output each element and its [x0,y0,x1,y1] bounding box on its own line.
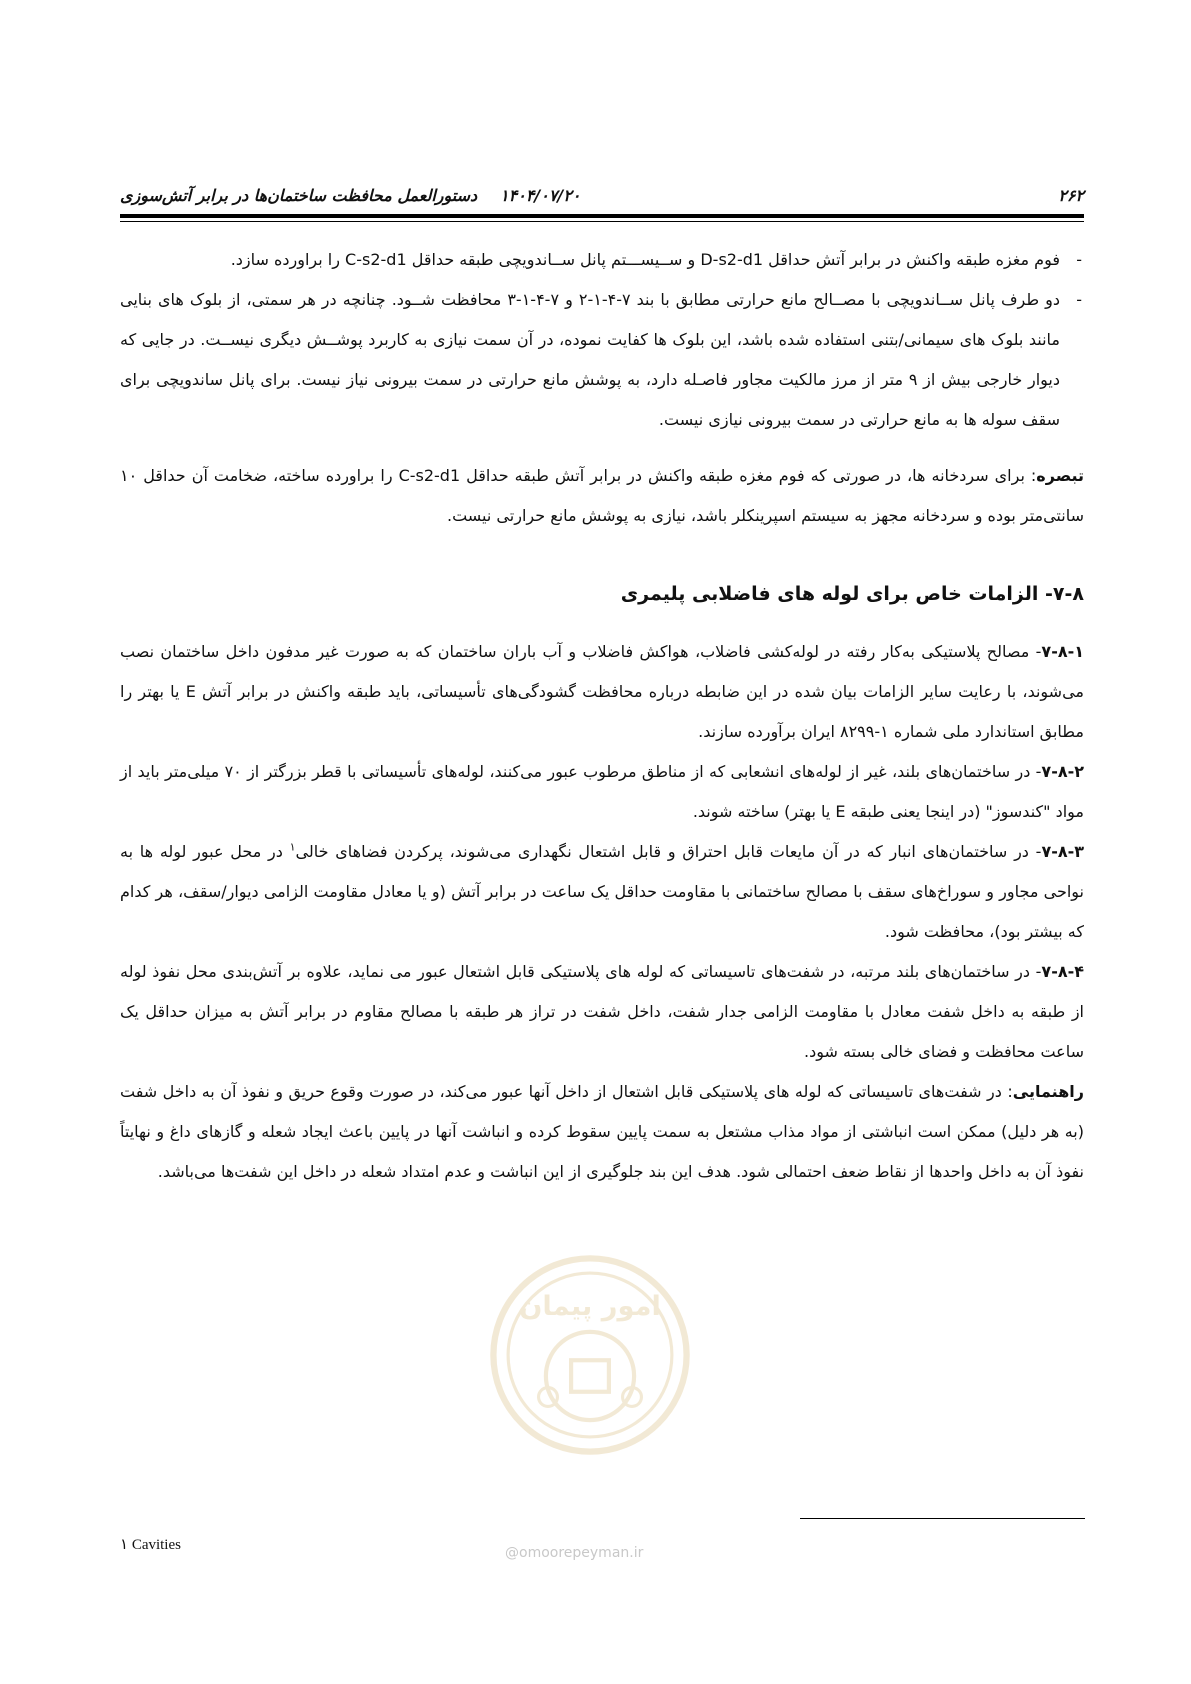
guidance-paragraph [120,1072,1084,1192]
page-number: ۲۶۲ [1058,186,1084,205]
footnote-marker: ۱ [120,1537,129,1553]
clause-paragraph [120,952,1084,1072]
note-label: تبصره [1036,466,1084,485]
watermark-seal-icon [485,1250,695,1460]
clause-text: - در ساختمان‌های انبار که در آن مایعات قابل احتراق و قابل اشتعال نگهداری می‌شوند، پرکردن فضاهای خالی [295,842,1042,861]
bullet-item [120,280,1084,440]
footnote-ref[interactable]: ۱ [289,840,296,854]
bullet-dash: - [1076,290,1082,309]
clause-paragraph [120,632,1084,752]
clause-paragraph [120,832,1084,952]
footnote [120,1535,181,1554]
note-text: : برای سردخانه ها، در صورتی که فوم مغزه طبقه واکنش در برابر آتش طبقه حداقل C-s2-d1 را براورده ساخته، ضخامت آن حداقل ۱۰ سانتی‌متر بوده و سردخانه مجهز به سیستم اسپرینکلر باشد، نیازی به پوشش مانع حرارتی نیست. [120,466,1084,525]
header-date: ۱۴۰۴/۰۷/۲۰ [500,186,581,205]
clause-number: ۷-۸-۱ [1041,642,1084,661]
clause-text: - در ساختمان‌های بلند مرتبه، در شفت‌های تاسیساتی که لوله های پلاستیکی قابل اشتعال عبور می نماید، علاوه بر آتش‌بندی محل نفوذ لوله از طبقه به داخل شفت معادل با مقاومت الزامی جدار شفت، داخل شفت در تراز هر طبقه با مصالح مقاوم در برابر آتش به میزان حداقل یک ساعت محافظت و فضای خالی بسته شود. [120,962,1084,1061]
bullet-text: دو طرف پانل ســاندویچی با مصــالح مانع حرارتی مطابق با بند ۷-۴-۱-۲ و ۷-۴-۱-۳ محافظت شــود. چنانچه در هر سمتی، از بلوک های بنایی مانند بلوک های سیمانی/بتنی استفاده شده باشد، این بلوک ها کفایت نموده، در آن سمت نیازی به کاربرد پوشــش دیگری نیســت. در جایی که دیوار خارجی بیش از ۹ متر از مرز مالکیت مجاور فاصـله دارد، به پوشش مانع حرارتی در سمت بیرونی نیاز نیست. برای پانل ساندویچی برای سقف سوله ها به مانع حرارتی در سمت بیرونی نیازی نیست. [120,290,1061,429]
section-heading: ۷-۸- الزامات خاص برای لوله های فاضلابی پلیمری [620,583,1084,605]
clause-paragraph [120,752,1084,832]
watermark-seal-text: امور پیمان [519,1291,661,1323]
header-rule-thick [120,214,1084,218]
document-body [120,240,1084,1192]
footnote-text: Cavities [131,1537,181,1553]
footnote-rule [800,1518,1085,1519]
bullet-item [120,240,1084,280]
header-title: دستورالعمل محافظت ساختمان‌ها در برابر آتش‌سوزی [120,186,478,205]
clause-number: ۷-۸-۲ [1041,762,1084,781]
clause-text: - مصالح پلاستیکی به‌کار رفته در لوله‌کشی فاضلاب، هواکش فاضلاب و آب باران ساختمان که به صورت غیر مدفون داخل ساختمان نصب می‌شوند، با رعایت سایر الزامات بیان شده در این ضابطه درباره محافظت گشودگی‌های تأسیساتی، باید طبقه واکنش در برابر آتش E یا بهتر را مطابق استاندارد ملی شماره ۱-۸۲۹۹ ایران برآورده سازند. [120,642,1084,741]
page-header [120,186,1084,208]
clause-number: ۷-۸-۳ [1041,842,1085,861]
note-paragraph [120,456,1084,536]
clause-text: در محل عبور لوله ها به نواحی مجاور و سوراخ‌های سقف با مصالح ساختمانی با مقاومت حداقل یک ساعت در برابر آتش (و یا معادل مقاومت الزامی دیوار/سقف، هر کدام که بیشتر بود)، محافظت شود. [120,842,1084,941]
guidance-text: : در شفت‌های تاسیساتی که لوله های پلاستیکی قابل اشتعال از داخل آنها عبور می‌کند، در صورت وقوع حریق و نفوذ آن به داخل شفت (به هر دلیل) ممکن است انباشتی از مواد مذاب مشتعل به سمت پایین سقوط کرده و انباشت آنها در پایین باعث ایجاد شعله و گازهای داغ و نهایتاً نفوذ آن به داخل واحدها از نقاط ضعف احتمالی شود. هدف این بند جلوگیری از این انباشت و عدم امتداد شعله در داخل این شفت‌ها می‌باشد. [120,1082,1084,1181]
clause-number: ۷-۸-۴ [1041,962,1084,981]
guidance-label: راهنمایی [1012,1082,1084,1101]
bullet-dash: - [1076,250,1082,269]
watermark-site: @omoorepeyman.ir [505,1545,644,1561]
bullet-text: فوم مغزه طبقه واکنش در برابر آتش حداقل D-s2-d1 و ســیســـتم پانل ســاندویچی طبقه حداقل C-s2-d1 را براورده سازد. [230,250,1060,269]
header-rule-thin [120,221,1084,222]
clause-text: - در ساختمان‌های بلند، غیر از لوله‌های انشعابی که از مناطق مرطوب عبور می‌کنند، لوله‌های تأسیساتی با قطر بزرگتر از ۷۰ میلی‌متر باید از مواد "کندسوز" (در اینجا یعنی طبقه E یا بهتر) ساخته شوند. [120,762,1084,821]
